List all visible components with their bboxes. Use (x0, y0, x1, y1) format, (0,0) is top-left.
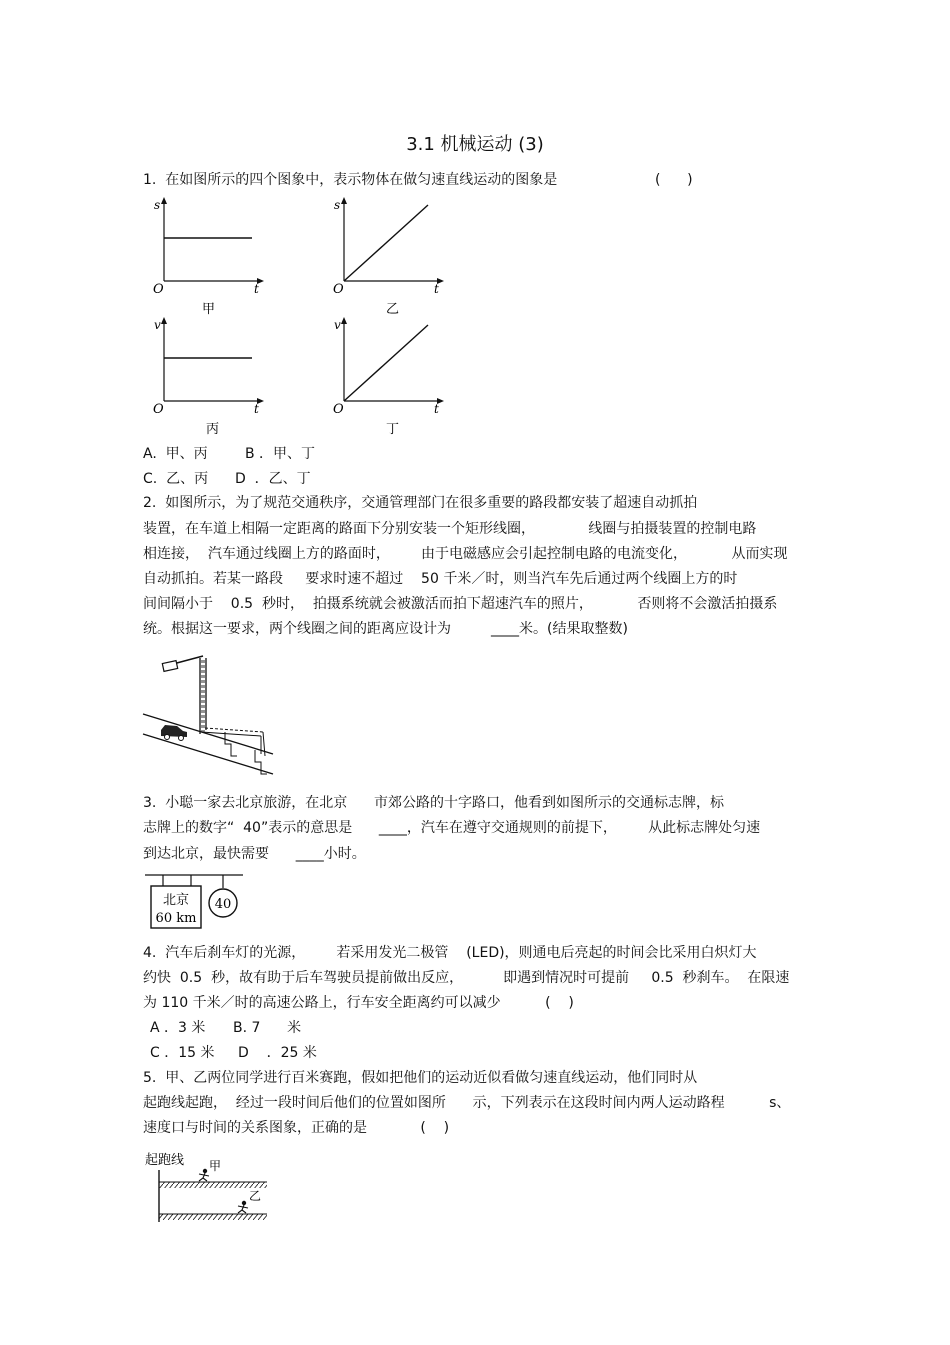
q1-answer-bracket: ( ) (655, 172, 693, 188)
graph-yi-y-label: s (334, 198, 341, 212)
q2-line-5: 间间隔小于 0.5 秒时， 拍摄系统就会被激活而拍下超速汽车的照片， 否则将不会激活拍摄系 (143, 596, 778, 612)
q4-line-2: 约快 0.5 秒，故有助于后车驾驶员提前做出反应， 即遇到情况时可提前 0.5 秒刹车。 在限速 (143, 970, 790, 986)
graph-jia-origin: O (153, 282, 164, 297)
graph-ding-origin: O (333, 402, 344, 417)
q3-line-3: 到达北京，最快需要 ____小时。 (143, 846, 366, 862)
q2-line-2: 装置，在车道上相隔一定距离的路面下分别安装一个矩形线圈， 线圈与拍摄装置的控制电路 (143, 521, 757, 537)
graph-bing-y-label: v (154, 318, 161, 332)
graph-yi (330, 195, 450, 320)
q1-option-b: B ．甲、丁 (245, 446, 316, 462)
graph-jia-x-label: t (254, 282, 259, 296)
q2-line-3: 相连接， 汽车通过线圈上方的路面时， 由于电磁感应会引起控制电路的电流变化， 从而实现 (143, 546, 788, 562)
graph-ding-x-label: t (434, 402, 439, 416)
q5-line-3: 速度口与时间的关系图象，正确的是 ( ) (143, 1120, 450, 1136)
q4-option-d: D ．25 米 (238, 1045, 317, 1061)
q2-line-1: 2. 如图所示，为了规范交通秩序，交通管理部门在很多重要的路段都安装了超速自动抓拍 (143, 495, 698, 511)
graph-bing (150, 315, 270, 440)
graph-yi-caption: 乙 (386, 302, 400, 317)
speed-camera-figure (143, 650, 278, 780)
q1-option-d: D ．乙、丁 (235, 471, 311, 487)
q4-line-3: 为 110 千米／时的高速公路上，行车安全距离约可以减少 ( ) (143, 995, 574, 1011)
q3-line-2: 志牌上的数字“ 40”表示的意思是 ____，汽车在遵守交通规则的前提下， 从此标志牌处匀速 (143, 820, 761, 836)
graph-ding-caption: 丁 (386, 422, 400, 437)
sign-place-name: 北京 (162, 893, 190, 908)
q1-option-a: A. 甲、丙 (143, 446, 208, 462)
sign-distance: 60 km (155, 911, 197, 926)
sign-speed-limit: 40 (214, 897, 232, 912)
page-title: 3.1 机械运动 (3) (406, 134, 544, 155)
graph-yi-origin: O (333, 282, 344, 297)
q4-option-a: A ．3 米 (150, 1020, 206, 1036)
graph-jia-y-label: s (154, 198, 161, 212)
traffic-sign-figure (143, 870, 253, 932)
graph-bing-caption: 丙 (206, 422, 220, 437)
q2-line-6: 统。根据这一要求，两个线圈之间的距离应设计为 ____米。(结果取整数) (143, 621, 628, 637)
graph-yi-x-label: t (434, 282, 439, 296)
graph-jia-caption: 甲 (202, 302, 216, 317)
runner-yi-label: 乙 (249, 1189, 262, 1203)
q2-line-4: 自动抓拍。若某一路段 要求时速不超过 50 千米／时，则当汽车先后通过两个线圈上方的时 (143, 571, 738, 587)
q5-line-1: 5. 甲、乙两位同学进行百米赛跑，假如把他们的运动近似看做匀速直线运动，他们同时从 (143, 1070, 698, 1086)
start-line-label: 起跑线 (145, 1153, 185, 1168)
graph-bing-origin: O (153, 402, 164, 417)
q4-line-1: 4. 汽车后刹车灯的光源， 若采用发光二极管 (LED)，则通电后亮起的时间会比采用白炽灯大 (143, 945, 757, 961)
q1-option-c: C. 乙、丙 (143, 471, 209, 487)
q1-stem: 1. 在如图所示的四个图象中，表示物体在做匀速直线运动的图象是 (143, 172, 558, 188)
graph-ding-y-label: v (334, 318, 341, 332)
q4-option-b: B. 7 米 (233, 1020, 302, 1036)
q4-option-c: C ．15 米 (150, 1045, 215, 1061)
graph-ding (330, 315, 450, 440)
q5-line-2: 起跑线起跑， 经过一段时间后他们的位置如图所 示，下列表示在这段时间内两人运动路程 s、 (143, 1095, 791, 1111)
runner-jia-label: 甲 (209, 1159, 222, 1173)
graph-bing-x-label: t (254, 402, 259, 416)
race-track-figure (143, 1148, 278, 1228)
graph-jia (150, 195, 270, 320)
q3-line-1: 3. 小聪一家去北京旅游，在北京 市郊公路的十字路口，他看到如图所示的交通标志牌，标 (143, 795, 724, 811)
